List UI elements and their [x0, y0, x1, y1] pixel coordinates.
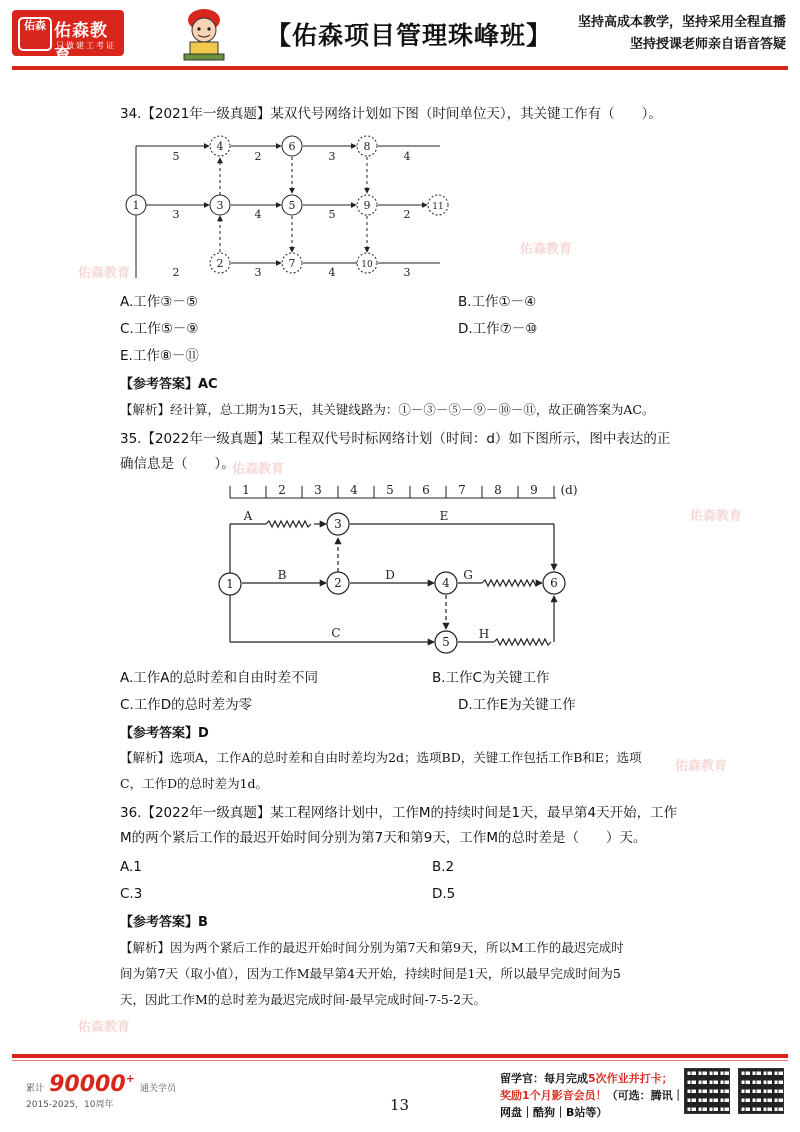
watermark: 佑森教育 — [675, 759, 728, 774]
q35-node-label: 4 — [442, 576, 450, 590]
count-plus: + — [125, 1072, 135, 1085]
q35-node-label: 6 — [550, 576, 558, 590]
promo-line1-b: 5次作业并打卡； — [588, 1072, 673, 1085]
mascot-icon — [178, 6, 230, 62]
q35-stem-line1: 35.【2022年一级真题】某工程双代号时标网络计划（时间：d）如下图所示，图中表达的正 — [120, 431, 671, 447]
q34-explanation: 【解析】经计算，总工期为15天，其关键线路为：①－③－⑤－⑨－⑩－⑪，故正确答案为AC。 — [120, 402, 655, 417]
q36-explanation-line2: 间为第7天（取小值），因为工作M最早第4天开始，持续时间是1天，所以最早完成时间为5 — [120, 966, 621, 981]
footer-divider — [12, 1054, 788, 1058]
q35-scale-tick: 6 — [422, 483, 430, 497]
q34-answer: 【参考答案】AC — [120, 377, 218, 392]
q34-edge-label: 3 — [403, 266, 411, 279]
q34-node-label: 9 — [363, 199, 371, 212]
q35-scale-tick: 4 — [350, 483, 358, 497]
header-slogan — [578, 12, 786, 56]
q34-edge-label: 5 — [172, 150, 180, 163]
q34-edge-label: 5 — [328, 208, 336, 221]
q34-node-label: 10 — [361, 260, 373, 270]
q35-scale-tick: 2 — [278, 483, 286, 497]
logo-name: 佑森教育 — [54, 21, 108, 66]
q35-work-label: E — [439, 509, 449, 523]
q36-explanation-line1: 【解析】因为两个紧后工作的最迟开始时间分别为第7天和第9天，所以M工作的最迟完成时 — [120, 940, 624, 955]
q35-scale-tick: 7 — [458, 483, 466, 497]
header-slogan-line1: 坚持高成本教学，坚持采用全程直播 — [577, 15, 786, 30]
q36-stem-line2: M的两个紧后工作的最迟开始时间分别为第7天和第9天，工作M的总时差是（ ）天。 — [120, 830, 647, 846]
header-slogan-line2: 坚持授课老师亲自语音答疑 — [629, 37, 786, 52]
q35-scale-tick: 5 — [386, 483, 394, 497]
q35-work-label: D — [385, 568, 395, 582]
q34-edge-label: 2 — [403, 208, 411, 221]
q34-node-label: 2 — [216, 257, 224, 270]
q34-node-label: 1 — [132, 199, 140, 212]
q35-node-label: 1 — [226, 577, 234, 591]
watermark: 佑森教育 — [690, 509, 743, 524]
q34-option-e: E.工作⑧－⑪ — [120, 348, 199, 364]
qr-code-icon — [738, 1068, 784, 1114]
promo-line2-a: 奖励1个月影音会员！ — [500, 1089, 607, 1102]
brand-logo — [12, 10, 124, 66]
logo-slogan: 只做建工考证 — [56, 41, 116, 50]
q36-option-a: A.1 — [120, 859, 142, 875]
student-count-badge — [26, 1072, 176, 1110]
q34-option-a: A.工作③－⑤ — [120, 294, 198, 310]
student-count: 90000 — [49, 1072, 126, 1097]
q34-option-b: B.工作①－④ — [458, 294, 537, 310]
q35-work-label: A — [243, 509, 253, 523]
q34-edge-label: 3 — [328, 150, 336, 163]
anniversary-years: 2015-2025，10周年 — [26, 1100, 114, 1110]
q34-edge-label: 3 — [254, 266, 262, 279]
q35-scale-tick: 3 — [314, 483, 322, 497]
q35-node-label: 5 — [442, 635, 450, 649]
q34-network-diagram — [120, 128, 460, 288]
q34-node-label: 4 — [216, 140, 224, 153]
q36-option-c: C.3 — [120, 886, 143, 902]
q36-option-b: B.2 — [432, 859, 455, 875]
q34-edge-label: 3 — [172, 208, 180, 221]
q35-option-a: A.工作A的总时差和自由时差不同 — [120, 670, 319, 686]
q35-answer: 【参考答案】D — [120, 726, 209, 741]
q34-node-label: 7 — [288, 257, 296, 270]
q35-scale-unit: (d) — [560, 483, 578, 497]
q34-option-c: C.工作⑤－⑨ — [120, 321, 199, 337]
q35-stem-line2: 确信息是（ ）。 — [120, 456, 235, 472]
q36-option-d: D.5 — [432, 886, 456, 902]
header-divider — [12, 66, 788, 70]
count-prefix: 累计 — [26, 1084, 45, 1094]
q35-option-c: C.工作D的总时差为零 — [120, 697, 253, 713]
q34-node-label: 8 — [363, 140, 371, 153]
watermark: 佑森教育 — [78, 266, 131, 281]
q34-edge-label: 2 — [172, 266, 180, 279]
watermark: 佑森教育 — [78, 1020, 131, 1035]
promo-text — [500, 1070, 684, 1121]
q34-node-label: 3 — [216, 199, 224, 212]
q35-timescale-network — [210, 478, 590, 664]
footer-divider-thin — [12, 1060, 788, 1061]
promo-line3: 网盘｜酷狗｜B站等） — [500, 1106, 608, 1119]
q35-scale-tick: 9 — [530, 483, 538, 497]
q35-scale-tick: 1 — [242, 483, 250, 497]
q34-edge-label: 4 — [254, 208, 262, 221]
q34-edge-label: 4 — [403, 150, 411, 163]
promo-line1-a: 留学官：每月完成 — [500, 1072, 588, 1085]
q35-explanation-line1: 【解析】选项A，工作A的总时差和自由时差均为2d；选项BD，关键工作包括工作B和E；选项 — [120, 750, 642, 765]
q35-scale-tick: 8 — [494, 483, 502, 497]
q35-node-label: 2 — [334, 576, 342, 590]
q35-explanation-line2: C，工作D的总时差为1d。 — [120, 776, 269, 791]
q36-stem-line1: 36.【2022年一级真题】某工程网络计划中，工作M的持续时间是1天，最早第4天开始，工作 — [120, 805, 678, 821]
promo-line2-b: （可选：腾讯｜ — [606, 1089, 684, 1102]
q35-node-label: 3 — [334, 517, 342, 531]
q36-answer: 【参考答案】B — [120, 915, 208, 930]
q36-explanation-line3: 天，因此工作M的总时差为最迟完成时间-最早完成时间-7-5-2天。 — [120, 992, 487, 1007]
q35-option-d: D.工作E为关键工作 — [458, 697, 576, 713]
q35-work-label: G — [463, 568, 473, 582]
q35-option-b: B.工作C为关键工作 — [432, 670, 550, 686]
q34-node-label: 6 — [288, 140, 296, 153]
watermark: 佑森教育 — [520, 242, 573, 257]
watermark: 佑森教育 — [232, 462, 285, 477]
count-suffix: 通关学员 — [139, 1084, 176, 1094]
page-header-title: 【佑森项目管理珠峰班】 — [266, 21, 553, 50]
q34-option-d: D.工作⑦－⑩ — [458, 321, 538, 337]
q34-node-label: 5 — [288, 199, 296, 212]
q35-work-label: B — [277, 568, 287, 582]
qr-code-icon — [684, 1068, 730, 1114]
q34-edge-label: 4 — [328, 266, 336, 279]
logo-seal: 佑森 — [18, 17, 52, 51]
q34-node-label: 11 — [432, 202, 444, 212]
q34-stem: 34.【2021年一级真题】某双代号网络计划如下图（时间单位天），其关键工作有（ ）。 — [120, 106, 662, 122]
q35-work-label: C — [331, 626, 341, 640]
q35-work-label: H — [478, 627, 490, 641]
q34-edge-label: 2 — [254, 150, 262, 163]
page-number: 13 — [390, 1096, 410, 1114]
